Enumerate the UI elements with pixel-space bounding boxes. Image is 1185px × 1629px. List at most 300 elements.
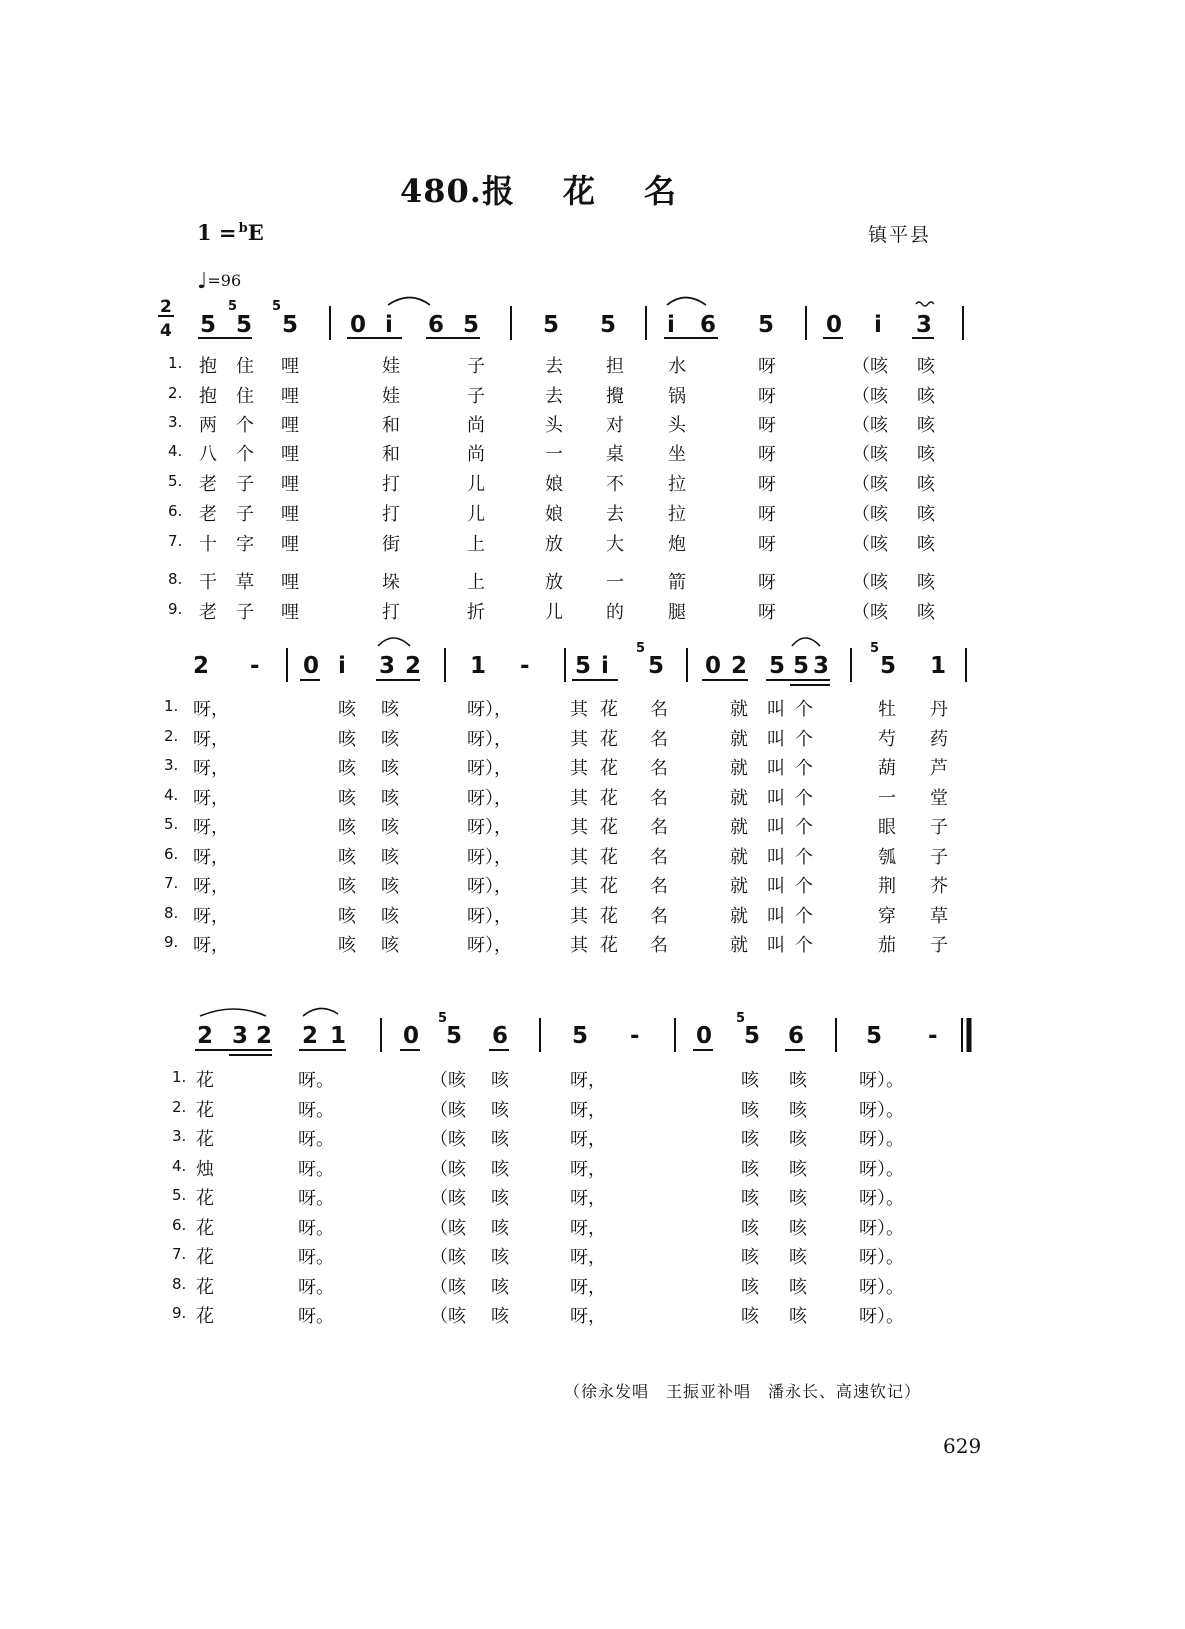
- lyric-syllable: 堂: [930, 788, 948, 809]
- lyric-line: [0, 530, 1185, 558]
- region-label: 镇平县: [868, 224, 932, 246]
- lyric-syllable: 箭: [668, 572, 686, 593]
- lyric-syllable: 大: [606, 534, 624, 555]
- lyric-syllable: 药: [930, 729, 948, 750]
- lyric-syllable: 咳: [491, 1306, 509, 1327]
- lyric-syllable: 茄: [878, 935, 896, 956]
- lyric-line: [0, 1096, 1185, 1124]
- lyric-syllable: 个: [795, 817, 813, 838]
- lyric-syllable: 放: [545, 534, 563, 555]
- lyric-line: [0, 352, 1185, 380]
- verse-number: 5.: [164, 815, 179, 833]
- lyric-syllable: 一: [545, 444, 563, 465]
- lyric-line: [0, 440, 1185, 468]
- lyric-syllable: 呀）。: [859, 1218, 904, 1239]
- lyric-syllable: 花: [196, 1247, 214, 1268]
- lyric-syllable: 芦: [930, 758, 948, 779]
- verse-number: 1.: [164, 697, 179, 715]
- lyric-syllable: 就: [730, 729, 748, 750]
- lyric-syllable: 咳: [917, 356, 935, 377]
- note: -: [250, 653, 260, 679]
- lyric-line: [0, 1066, 1185, 1094]
- grace-note: 5: [736, 1011, 746, 1026]
- lyric-syllable: 个: [795, 758, 813, 779]
- lyric-syllable: 咳: [381, 847, 399, 868]
- lyric-syllable: 咳: [381, 758, 399, 779]
- verse-number: 8.: [164, 904, 179, 922]
- lyric-syllable: 其: [570, 729, 588, 750]
- lyric-syllable: 干: [199, 572, 217, 593]
- lyric-syllable: 花: [600, 758, 618, 779]
- lyric-syllable: 叫: [767, 935, 785, 956]
- lyric-syllable: 咳: [338, 935, 356, 956]
- lyric-syllable: 呀。: [298, 1306, 334, 1327]
- lyric-line: [0, 382, 1185, 410]
- lyric-syllable: （咳: [852, 386, 888, 407]
- lyric-syllable: 其: [570, 847, 588, 868]
- lyric-line: [0, 872, 1185, 900]
- verse-number: 5.: [168, 472, 183, 490]
- lyric-syllable: 草: [236, 572, 254, 593]
- lyric-syllable: 呀。: [298, 1188, 334, 1209]
- verse-number: 8.: [168, 570, 183, 588]
- note: 6: [428, 312, 445, 338]
- lyric-syllable: 瓠: [878, 847, 896, 868]
- lyric-syllable: 咳: [338, 906, 356, 927]
- lyric-syllable: 咳: [381, 729, 399, 750]
- lyric-syllable: 咳: [789, 1277, 807, 1298]
- note: 5: [880, 653, 897, 679]
- lyric-syllable: 花: [600, 817, 618, 838]
- lyric-syllable: 咳: [917, 602, 935, 623]
- lyric-syllable: 呀，: [570, 1218, 606, 1239]
- lyric-syllable: 尚: [467, 444, 485, 465]
- lyric-syllable: （咳: [430, 1159, 466, 1180]
- lyric-syllable: 咳: [381, 788, 399, 809]
- verse-number: 9.: [164, 933, 179, 951]
- lyric-syllable: 咳: [491, 1129, 509, 1150]
- lyric-syllable: 就: [730, 758, 748, 779]
- lyric-syllable: 就: [730, 699, 748, 720]
- lyric-syllable: 子: [930, 935, 948, 956]
- lyric-syllable: 咳: [789, 1100, 807, 1121]
- note: -: [520, 653, 530, 679]
- lyric-syllable: 咳: [338, 699, 356, 720]
- lyric-syllable: 叫: [767, 847, 785, 868]
- lyric-line: [0, 1214, 1185, 1242]
- lyric-syllable: 其: [570, 788, 588, 809]
- lyric-syllable: 呀，: [193, 817, 229, 838]
- lyric-syllable: 咳: [917, 534, 935, 555]
- lyric-syllable: 其: [570, 935, 588, 956]
- note: 6: [788, 1023, 805, 1049]
- lyric-syllable: 叫: [767, 788, 785, 809]
- lyric-syllable: 呀），: [467, 788, 512, 809]
- lyric-syllable: 就: [730, 876, 748, 897]
- lyric-syllable: 咳: [491, 1188, 509, 1209]
- lyric-syllable: 花: [600, 729, 618, 750]
- lyric-syllable: 咳: [491, 1218, 509, 1239]
- note: 1: [930, 653, 947, 679]
- slur: [378, 638, 410, 646]
- title-char-1: 报: [481, 172, 515, 210]
- lyric-line: [0, 1125, 1185, 1153]
- verse-number: 2.: [172, 1098, 187, 1116]
- lyric-syllable: 抱: [199, 386, 217, 407]
- lyric-syllable: 呀）。: [859, 1277, 904, 1298]
- note: 0: [403, 1023, 420, 1049]
- lyric-syllable: （咳: [430, 1129, 466, 1150]
- lyric-syllable: 街: [382, 534, 400, 555]
- lyric-syllable: 咳: [741, 1070, 759, 1091]
- verse-number: 6.: [168, 502, 183, 520]
- lyric-syllable: 咳: [338, 876, 356, 897]
- lyric-syllable: 哩: [281, 504, 299, 525]
- lyric-syllable: 咳: [741, 1247, 759, 1268]
- note: 3: [916, 312, 933, 338]
- lyric-syllable: 咳: [338, 788, 356, 809]
- notation-system-3: [0, 1000, 1185, 1060]
- notation-system-2: [0, 630, 1185, 690]
- lyric-syllable: 呀）。: [859, 1247, 904, 1268]
- title-char-3: 名: [643, 172, 677, 210]
- lyric-syllable: 打: [382, 602, 400, 623]
- lyric-line: [0, 784, 1185, 812]
- lyric-syllable: 呀，: [570, 1129, 606, 1150]
- verse-number: 6.: [172, 1216, 187, 1234]
- lyric-syllable: （咳: [852, 415, 888, 436]
- lyric-syllable: 呀，: [570, 1247, 606, 1268]
- lyric-syllable: 垛: [382, 572, 400, 593]
- lyric-syllable: 呀），: [467, 876, 512, 897]
- lyric-syllable: 花: [196, 1100, 214, 1121]
- note: 5: [236, 312, 253, 338]
- lyric-syllable: 名: [650, 906, 668, 927]
- lyric-syllable: （咳: [852, 356, 888, 377]
- lyric-line: [0, 1184, 1185, 1212]
- note: 0: [303, 653, 320, 679]
- lyric-syllable: 咳: [789, 1188, 807, 1209]
- verse-number: 4.: [172, 1157, 187, 1175]
- lyric-syllable: 呀），: [467, 817, 512, 838]
- lyric-syllable: 咳: [789, 1129, 807, 1150]
- lyric-syllable: 上: [467, 572, 485, 593]
- credits: （徐永发唱 王振亚补唱 潘永长、高速钦记）: [564, 1382, 922, 1401]
- verse-number: 6.: [164, 845, 179, 863]
- lyric-syllable: 咳: [741, 1100, 759, 1121]
- note: 6: [492, 1023, 509, 1049]
- lyric-syllable: 花: [196, 1218, 214, 1239]
- lyric-syllable: 其: [570, 817, 588, 838]
- lyric-syllable: 哩: [281, 386, 299, 407]
- lyric-syllable: 咳: [789, 1218, 807, 1239]
- lyric-syllable: 子: [236, 504, 254, 525]
- lyric-syllable: （咳: [852, 504, 888, 525]
- note: 5: [758, 312, 775, 338]
- lyric-syllable: 住: [236, 356, 254, 377]
- lyric-syllable: 字: [236, 534, 254, 555]
- lyric-syllable: 上: [467, 534, 485, 555]
- lyric-syllable: （咳: [852, 572, 888, 593]
- lyric-syllable: 两: [199, 415, 217, 436]
- verse-number: 9.: [172, 1304, 187, 1322]
- lyric-syllable: 眼: [878, 817, 896, 838]
- grace-note: 5: [438, 1011, 448, 1026]
- lyric-syllable: 咳: [491, 1247, 509, 1268]
- flat-sign: b: [238, 221, 248, 236]
- verse-number: 2.: [168, 384, 183, 402]
- lyric-syllable: 呀，: [570, 1159, 606, 1180]
- lyric-syllable: 哩: [281, 534, 299, 555]
- lyric-syllable: 叫: [767, 699, 785, 720]
- lyric-syllable: 一: [878, 788, 896, 809]
- note: 3: [379, 653, 396, 679]
- lyric-syllable: 打: [382, 504, 400, 525]
- verse-number: 7.: [168, 532, 183, 550]
- slur: [792, 638, 820, 646]
- note: 5: [575, 653, 592, 679]
- lyric-syllable: 呀，: [570, 1070, 606, 1091]
- lyric-syllable: 娘: [545, 504, 563, 525]
- note: 5: [600, 312, 617, 338]
- lyric-syllable: 子: [467, 386, 485, 407]
- note: 5: [648, 653, 665, 679]
- note: i: [338, 653, 346, 679]
- lyric-syllable: 呀。: [298, 1159, 334, 1180]
- lyric-syllable: 呀，: [193, 699, 229, 720]
- note: 1: [470, 653, 487, 679]
- note: 5: [543, 312, 560, 338]
- note: 5: [744, 1023, 761, 1049]
- verse-number: 4.: [168, 442, 183, 460]
- lyric-syllable: 咳: [491, 1100, 509, 1121]
- lyric-syllable: 咳: [741, 1277, 759, 1298]
- lyric-line: [0, 902, 1185, 930]
- lyric-syllable: 一: [606, 572, 624, 593]
- lyric-syllable: 呀: [758, 444, 776, 465]
- lyric-syllable: 呀）。: [859, 1306, 904, 1327]
- trill-mark: [916, 302, 934, 306]
- lyric-line: [0, 1155, 1185, 1183]
- note: 2: [302, 1023, 319, 1049]
- lyric-syllable: 子: [930, 847, 948, 868]
- lyric-line: [0, 470, 1185, 498]
- note: 3: [232, 1023, 249, 1049]
- song-number: 480.: [400, 172, 482, 210]
- lyric-syllable: 咳: [917, 386, 935, 407]
- lyric-syllable: 咳: [381, 906, 399, 927]
- lyric-syllable: 咳: [741, 1306, 759, 1327]
- lyric-syllable: 丹: [930, 699, 948, 720]
- lyric-syllable: 呀）。: [859, 1159, 904, 1180]
- verse-number: 1.: [172, 1068, 187, 1086]
- lyric-syllable: 呀: [758, 415, 776, 436]
- lyric-syllable: 哩: [281, 444, 299, 465]
- lyric-syllable: 哩: [281, 356, 299, 377]
- lyric-syllable: 咳: [491, 1070, 509, 1091]
- lyric-syllable: 就: [730, 788, 748, 809]
- lyric-syllable: 呀，: [193, 729, 229, 750]
- verse-number: 3.: [172, 1127, 187, 1145]
- lyric-syllable: 咳: [491, 1159, 509, 1180]
- lyric-syllable: 咳: [789, 1306, 807, 1327]
- verse-number: 7.: [172, 1245, 187, 1263]
- lyric-syllable: 儿: [545, 602, 563, 623]
- lyric-syllable: 呀，: [193, 847, 229, 868]
- time-sig-top: 2: [160, 297, 172, 317]
- lyric-syllable: 呀），: [467, 699, 512, 720]
- note: 5: [572, 1023, 589, 1049]
- lyric-syllable: 去: [545, 356, 563, 377]
- lyric-syllable: 呀: [758, 534, 776, 555]
- note: 5: [463, 312, 480, 338]
- key-signature: 1 = $^b$E: [197, 220, 264, 245]
- lyric-syllable: 芥: [930, 876, 948, 897]
- lyric-line: [0, 598, 1185, 626]
- slur: [388, 298, 430, 306]
- lyric-syllable: 十: [199, 534, 217, 555]
- lyric-syllable: 子: [467, 356, 485, 377]
- lyric-syllable: 呀，: [193, 758, 229, 779]
- lyric-syllable: 呀），: [467, 847, 512, 868]
- note: 0: [696, 1023, 713, 1049]
- lyric-syllable: （咳: [852, 444, 888, 465]
- lyric-syllable: 呀: [758, 504, 776, 525]
- slur: [200, 1009, 266, 1016]
- slur: [667, 298, 706, 306]
- note: 2: [256, 1023, 273, 1049]
- lyric-syllable: 名: [650, 788, 668, 809]
- lyric-syllable: 花: [600, 935, 618, 956]
- lyric-line: [0, 500, 1185, 528]
- lyric-syllable: 担: [606, 356, 624, 377]
- lyric-syllable: 叫: [767, 876, 785, 897]
- lyric-line: [0, 1302, 1185, 1330]
- verse-number: 5.: [172, 1186, 187, 1204]
- lyric-syllable: 打: [382, 474, 400, 495]
- lyric-syllable: 放: [545, 572, 563, 593]
- lyric-syllable: 呀，: [570, 1100, 606, 1121]
- lyric-syllable: （咳: [430, 1188, 466, 1209]
- lyric-syllable: 呀，: [570, 1306, 606, 1327]
- lyric-syllable: 老: [199, 602, 217, 623]
- lyric-syllable: 儿: [467, 504, 485, 525]
- lyric-syllable: 住: [236, 386, 254, 407]
- lyric-syllable: 名: [650, 876, 668, 897]
- lyric-line: [0, 1243, 1185, 1271]
- quarter-note-icon: ♩: [197, 268, 208, 294]
- lyric-syllable: 叫: [767, 729, 785, 750]
- lyric-syllable: 名: [650, 758, 668, 779]
- lyric-syllable: 咳: [381, 817, 399, 838]
- slur: [303, 1008, 338, 1016]
- lyric-syllable: 和: [382, 444, 400, 465]
- lyric-syllable: 个: [795, 729, 813, 750]
- lyric-syllable: 呀，: [193, 876, 229, 897]
- lyric-syllable: 就: [730, 847, 748, 868]
- lyric-syllable: 呀: [758, 356, 776, 377]
- lyric-syllable: 就: [730, 817, 748, 838]
- note: 5: [769, 653, 786, 679]
- lyric-syllable: （咳: [852, 474, 888, 495]
- note: 0: [826, 312, 843, 338]
- verse-number: 4.: [164, 786, 179, 804]
- lyric-syllable: 和: [382, 415, 400, 436]
- lyric-syllable: 咳: [741, 1188, 759, 1209]
- lyric-syllable: 牡: [878, 699, 896, 720]
- note: 0: [705, 653, 722, 679]
- lyric-syllable: 呀，: [570, 1277, 606, 1298]
- lyric-syllable: 呀，: [193, 906, 229, 927]
- lyric-syllable: 名: [650, 699, 668, 720]
- lyric-syllable: 呀，: [570, 1188, 606, 1209]
- grace-note: 5: [228, 299, 238, 314]
- lyric-syllable: 呀。: [298, 1247, 334, 1268]
- lyric-syllable: 娃: [382, 386, 400, 407]
- lyric-syllable: 叫: [767, 758, 785, 779]
- lyric-syllable: 呀，: [193, 935, 229, 956]
- verse-number: 8.: [172, 1275, 187, 1293]
- time-sig-bottom: 4: [160, 321, 172, 341]
- verse-number: 3.: [164, 756, 179, 774]
- lyric-line: [0, 725, 1185, 753]
- lyric-syllable: 呀。: [298, 1070, 334, 1091]
- lyric-syllable: 拉: [668, 504, 686, 525]
- lyric-syllable: 坐: [668, 444, 686, 465]
- lyric-syllable: （咳: [852, 602, 888, 623]
- lyric-syllable: 咳: [741, 1129, 759, 1150]
- lyric-syllable: 个: [795, 935, 813, 956]
- lyric-syllable: 子: [930, 817, 948, 838]
- lyric-line: [0, 931, 1185, 959]
- lyric-syllable: 水: [668, 356, 686, 377]
- lyric-syllable: 个: [795, 876, 813, 897]
- lyric-syllable: 名: [650, 729, 668, 750]
- lyric-syllable: 名: [650, 847, 668, 868]
- lyric-syllable: 折: [467, 602, 485, 623]
- lyric-syllable: 呀），: [467, 906, 512, 927]
- lyric-syllable: 头: [545, 415, 563, 436]
- notation-system-1: [0, 285, 1185, 345]
- lyric-syllable: 呀: [758, 386, 776, 407]
- grace-note: 5: [636, 641, 646, 656]
- note: 3: [813, 653, 830, 679]
- lyric-syllable: 呀），: [467, 758, 512, 779]
- lyric-syllable: 娃: [382, 356, 400, 377]
- lyric-syllable: 老: [199, 504, 217, 525]
- note: i: [874, 312, 882, 338]
- lyric-syllable: 花: [196, 1129, 214, 1150]
- lyric-syllable: 名: [650, 935, 668, 956]
- note: 2: [405, 653, 422, 679]
- lyric-syllable: 咳: [741, 1159, 759, 1180]
- verse-number: 2.: [164, 727, 179, 745]
- lyric-syllable: 哩: [281, 474, 299, 495]
- lyric-syllable: 去: [545, 386, 563, 407]
- lyric-syllable: 花: [600, 788, 618, 809]
- lyric-syllable: 呀: [758, 474, 776, 495]
- lyric-syllable: （咳: [430, 1070, 466, 1091]
- lyric-syllable: （咳: [430, 1306, 466, 1327]
- note: -: [928, 1023, 938, 1049]
- lyric-syllable: 葫: [878, 758, 896, 779]
- lyric-syllable: 呀），: [467, 729, 512, 750]
- note: 5: [866, 1023, 883, 1049]
- lyric-syllable: 腿: [668, 602, 686, 623]
- lyric-syllable: 头: [668, 415, 686, 436]
- lyric-line: [0, 843, 1185, 871]
- lyric-syllable: 的: [606, 602, 624, 623]
